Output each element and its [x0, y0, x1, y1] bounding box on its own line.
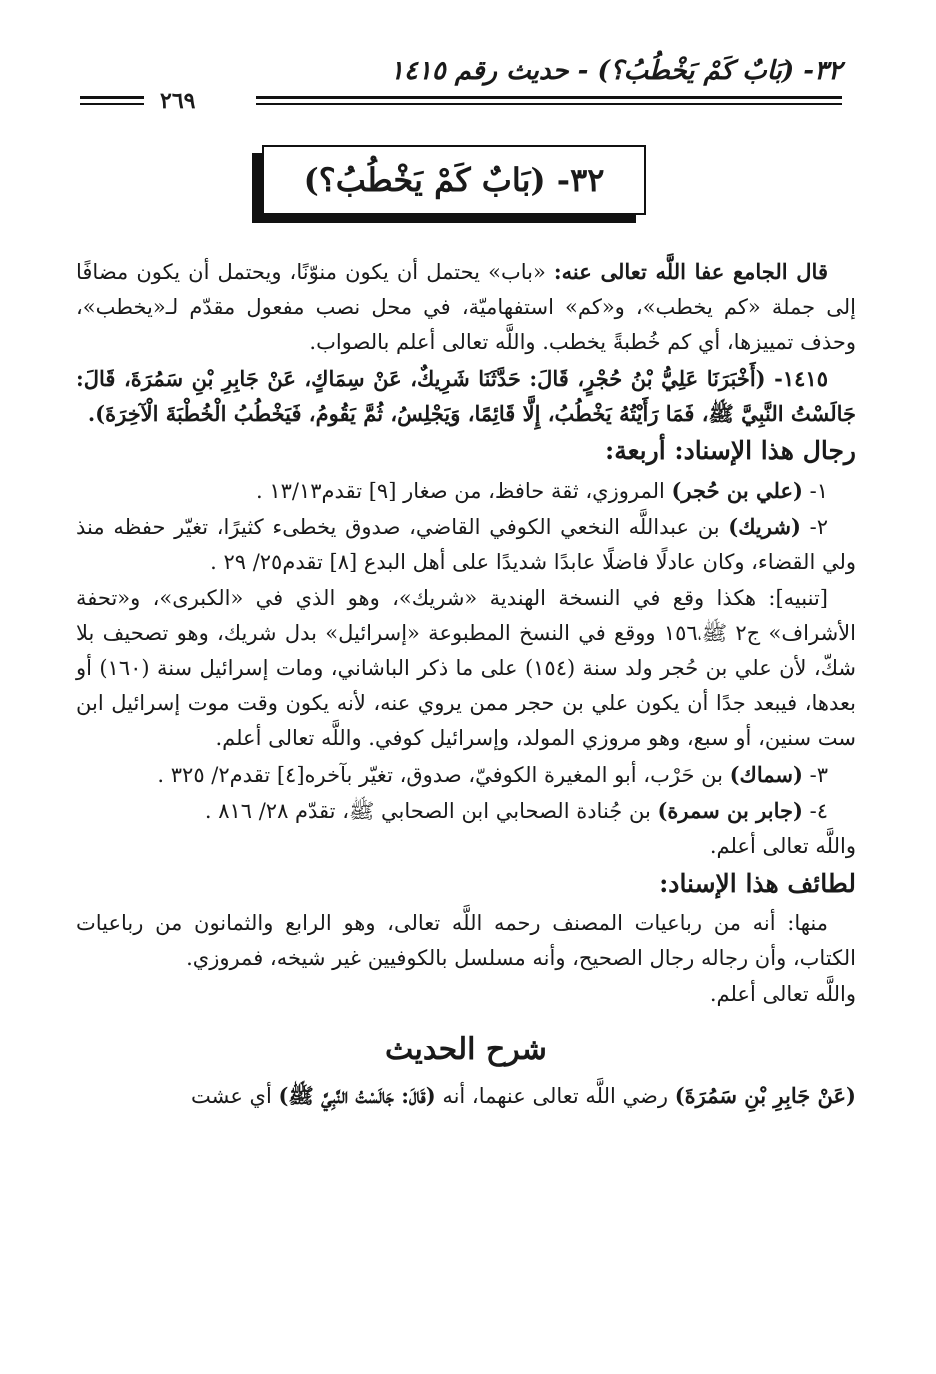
sharh-text-2: أي عشت — [190, 1083, 279, 1108]
sharh-quote-1: (عَنْ جَابِرِ بْنِ سَمُرَةَ) — [674, 1082, 856, 1108]
body-text — [76, 254, 856, 1114]
intro-text: «باب» يحتمل أن يكون منوّنًا، ويحتمل أن يكون مضافًا إلى جملة «كم يخطب»، و«كم» استفهاميّة، في محل نصب مفعول مقدّم لـ«يخطب»، وحذف تمييزها، أي كم خُطبةً يخطب. واللَّه تعالى أعلم بالصواب. — [76, 260, 856, 355]
page-number: ٢٦٩ — [160, 88, 196, 114]
narrator-1-name: (علي بن حُجر) — [671, 478, 803, 504]
narrator-3-number: ٣- — [802, 762, 828, 787]
running-title: ٣٢- (بَابٌ كَمْ يَخْطُبُ؟) - حديث رقم ١٤١٥ — [389, 56, 842, 86]
narrator-3-text: بن حَرْب، أبو المغيرة الكوفيّ، صدوق، تغيّر بآخره[٤] تقدم٢/ ٣٢٥ . — [157, 762, 730, 787]
narrator-3 — [76, 757, 856, 793]
header-rule-right — [256, 96, 842, 105]
narrator-4 — [76, 793, 856, 829]
intro-paragraph — [76, 254, 856, 361]
header-rule-left — [80, 96, 144, 105]
sharh-heading: شرح الحديث — [385, 1031, 547, 1067]
narrator-2 — [76, 509, 856, 580]
lataif-paragraph: منها: أنه من رباعيات المصنف رحمه اللَّه تعالى، وهو الرابع والثمانون من رباعيات الكتاب، وأن رجاله رجال الصحيح، وأنه مسلسل بالكوفيين غير شيخه، فمروزي. — [76, 911, 856, 971]
intro-lead: قال الجامع عفا اللَّه تعالى عنه: — [553, 259, 828, 284]
narrator-1-number: ١- — [802, 479, 828, 504]
narrator-2-number: ٢- — [800, 515, 828, 540]
narrator-2-text: بن عبداللَّه النخعي الكوفي القاضي، صدوق يخطىء كثيرًا، تغيّر حفظه منذ ولي القضاء، وكان عادلًا فاضلًا عابدًا شديدًا على أهل البدع [٨] تقدم٢٥/ ٢٩ . — [76, 515, 856, 575]
chapter-title: ٣٢- (بَابٌ كَمْ يَخْطُبُ؟) — [303, 161, 605, 199]
narrator-4-number: ٤- — [802, 798, 828, 823]
narrator-1-text: المروزي، ثقة حافظ، من صغار [٩] تقدم١٣/١٣ . — [255, 479, 672, 504]
lataif-closing: واللَّه تعالى أعلم. — [709, 981, 856, 1006]
sharh-paragraph — [76, 1078, 856, 1114]
narrators-closing: واللَّه تعالى أعلم. — [709, 834, 856, 859]
narrator-2-name: (شريك) — [728, 514, 801, 540]
sharh-quote-2: (قَالَ: جَالَسْتُ النَّبِيَّ ﷺ) — [278, 1082, 436, 1108]
note-paragraph: [تنبيه]: هكذا وقع في النسخة الهندية «شريك»، وهو الذي في «الكبرى»، و«تحفة الأشراف» ج٢ ﷺ،١٥٦ ووقع في النسخ المطبوعة «إسرائيل» بدل شريك، وهو تصحيف بلا شكّ، لأن علي بن حُجر ولد سنة (١٥٤) على ما ذكر الباشاني، ومات إسرائيل سنة (١٦٠) أو بعدها، فيبعد جدًا أن يكون علي بن حجر ممن يروي عنه، لأنه يكون وقت موت إسرائيل ابن ست سنين، أو سبع، وهو مروزي المولد، وإسرائيل كوفي. واللَّه تعالى أعلم. — [76, 585, 856, 751]
running-header — [80, 56, 842, 114]
hadith-text: ١٤١٥- (أَخْبَرَنَا عَلِيُّ بْنُ حُجْرٍ، قَالَ: حَدَّثَنَا شَرِيكٌ، عَنْ سِمَاكٍ، عَنْ جَابِرِ بْنِ سَمُرَةَ، قَالَ: جَالَسْتُ النَّبِيَّ ﷺ، فَمَا رَأَيْتُهُ يَخْطُبُ، إِلَّا قَائِمًا، وَيَجْلِسُ، ثُمَّ يَقُومُ، فَيَخْطُبُ الْخُطْبَةَ الْآخِرَةَ). — [76, 365, 856, 426]
narrator-4-text: بن جُنادة الصحابي ابن الصحابي ﷺ، تقدّم ٢٨/ ٨١٦ . — [204, 798, 658, 823]
narrators-heading: رجال هذا الإسناد: أربعة: — [604, 436, 856, 466]
sharh-text-1: رضي اللَّه تعالى عنهما، أنه — [435, 1083, 675, 1108]
lataif-heading: لطائف هذا الإسناد: — [659, 869, 856, 899]
narrator-1 — [76, 473, 856, 509]
narrator-4-name: (جابر بن سمرة) — [657, 797, 803, 823]
chapter-title-box — [262, 145, 646, 215]
narrator-3-name: (سماك) — [729, 761, 803, 787]
